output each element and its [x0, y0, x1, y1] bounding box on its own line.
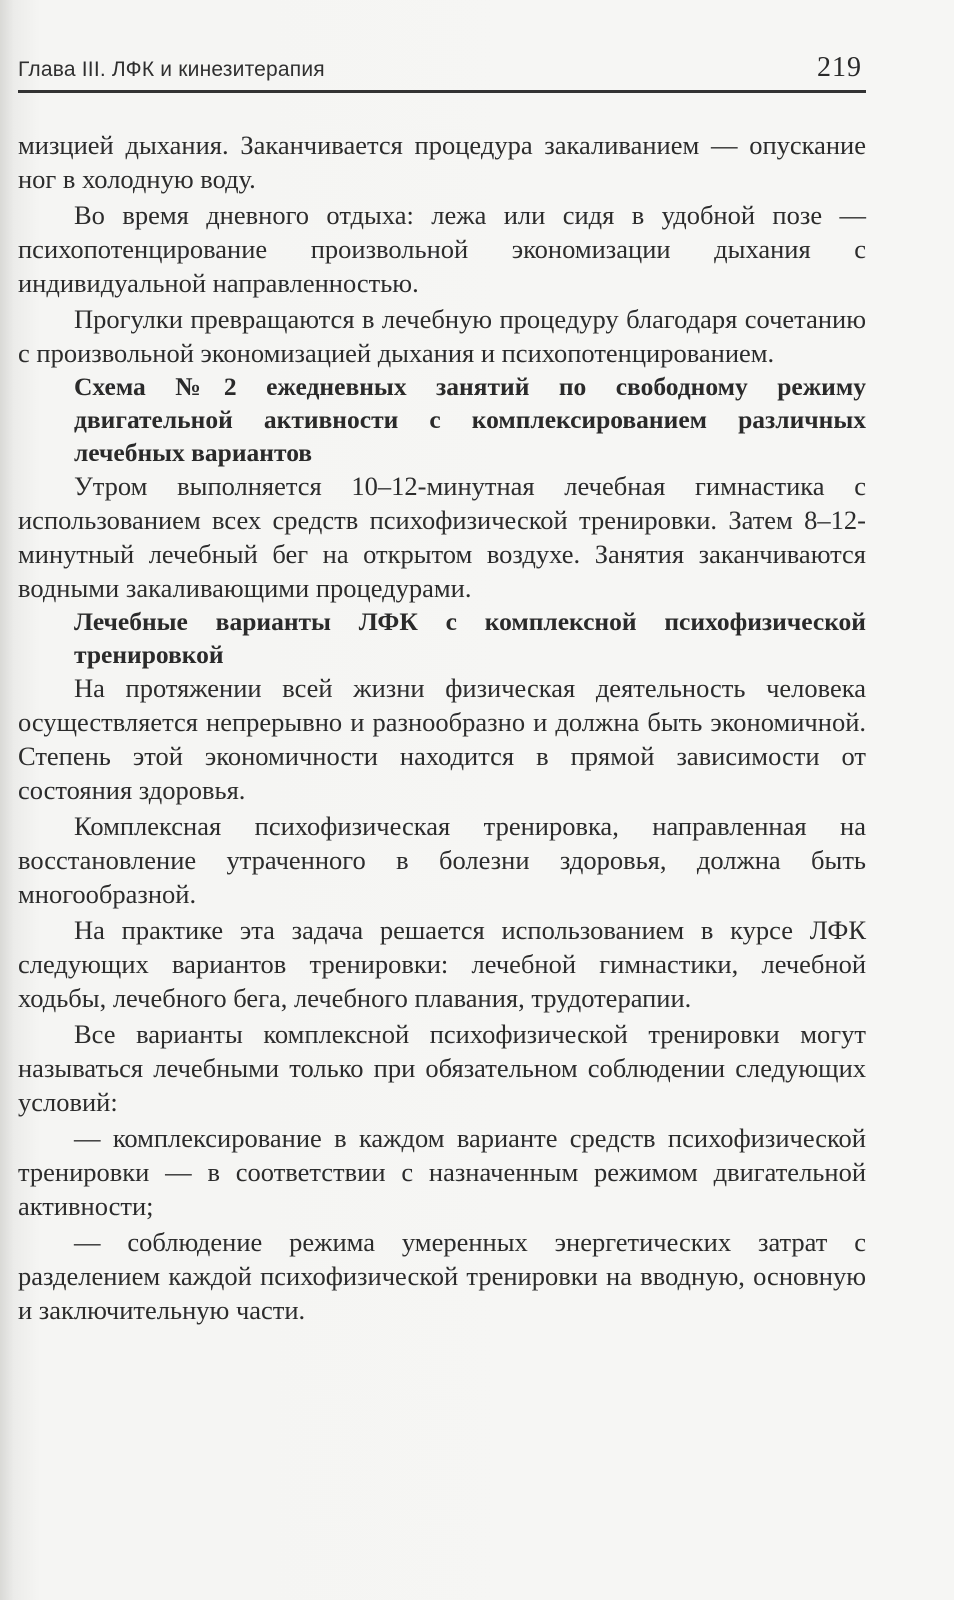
section-heading-scheme-2: Схема №2 ежедневных занятий по свободному режиму двигательной активности с комплексированием различных лечебных вариантов: [74, 372, 866, 467]
paragraph-continuation: мизцией дыхания. Заканчивается процедура закаливанием — опускание ног в холодную воду.: [18, 130, 866, 194]
running-title: Глава III. ЛФК и кинезитерапия: [18, 58, 325, 81]
list-item-energy-regime: — соблюдение режима умеренных энергетических затрат с разделением каждой психофизической тренировки на вводную, основную и заключительную части.: [18, 1227, 866, 1325]
paragraph-daytime-rest: Во время дневного отдыха: лежа или сидя в удобной позе — психопотенцирование произвольной экономизации дыхания с индивидуальной направленностью.: [18, 200, 866, 298]
paragraph-lifetime-activity: На протяжении всей жизни физическая деятельность человека осуществляется непрерывно и разнообразно и должна быть экономичной. Степень этой экономичности находится в прямой зависимости от состояния здоровья.: [18, 673, 866, 805]
paragraph-conditions: Все варианты комплексной психофизической тренировки могут называться лечебными только при обязательном соблюдении следующих условий:: [18, 1019, 866, 1117]
section-heading-variants: Лечебные варианты ЛФК с комплексной психофизической тренировкой: [74, 607, 866, 669]
paragraph-morning: Утром выполняется 10–12-минутная лечебная гимнастика с использованием всех средств психофизической тренировки. Затем 8–12-минутный лечебный бег на открытом воздухе. Занятия заканчиваются водными закаливающими процедурами.: [18, 471, 866, 603]
paragraph-walks: Прогулки превращаются в лечебную процедуру благодаря сочетанию с произвольной экономизацией дыхания и психопотенцированием.: [18, 304, 866, 368]
paragraph-complex-training: Комплексная психофизическая тренировка, направленная на восстановление утраченного в болезни здоровья, должна быть многообразной.: [18, 811, 866, 909]
page-number: 219: [817, 52, 862, 83]
list-item-complexing: — комплексирование в каждом варианте средств психофизической тренировки — в соответствии с назначенным режимом двигательной активности;: [18, 1123, 866, 1221]
running-header: [18, 50, 866, 93]
paragraph-practice: На практике эта задача решается использованием в курсе ЛФК следующих вариантов тренировки: лечебной гимнастики, лечебной ходьбы, лечебного бега, лечебного плавания, трудотерапии.: [18, 915, 866, 1013]
page-body: [18, 128, 866, 1327]
